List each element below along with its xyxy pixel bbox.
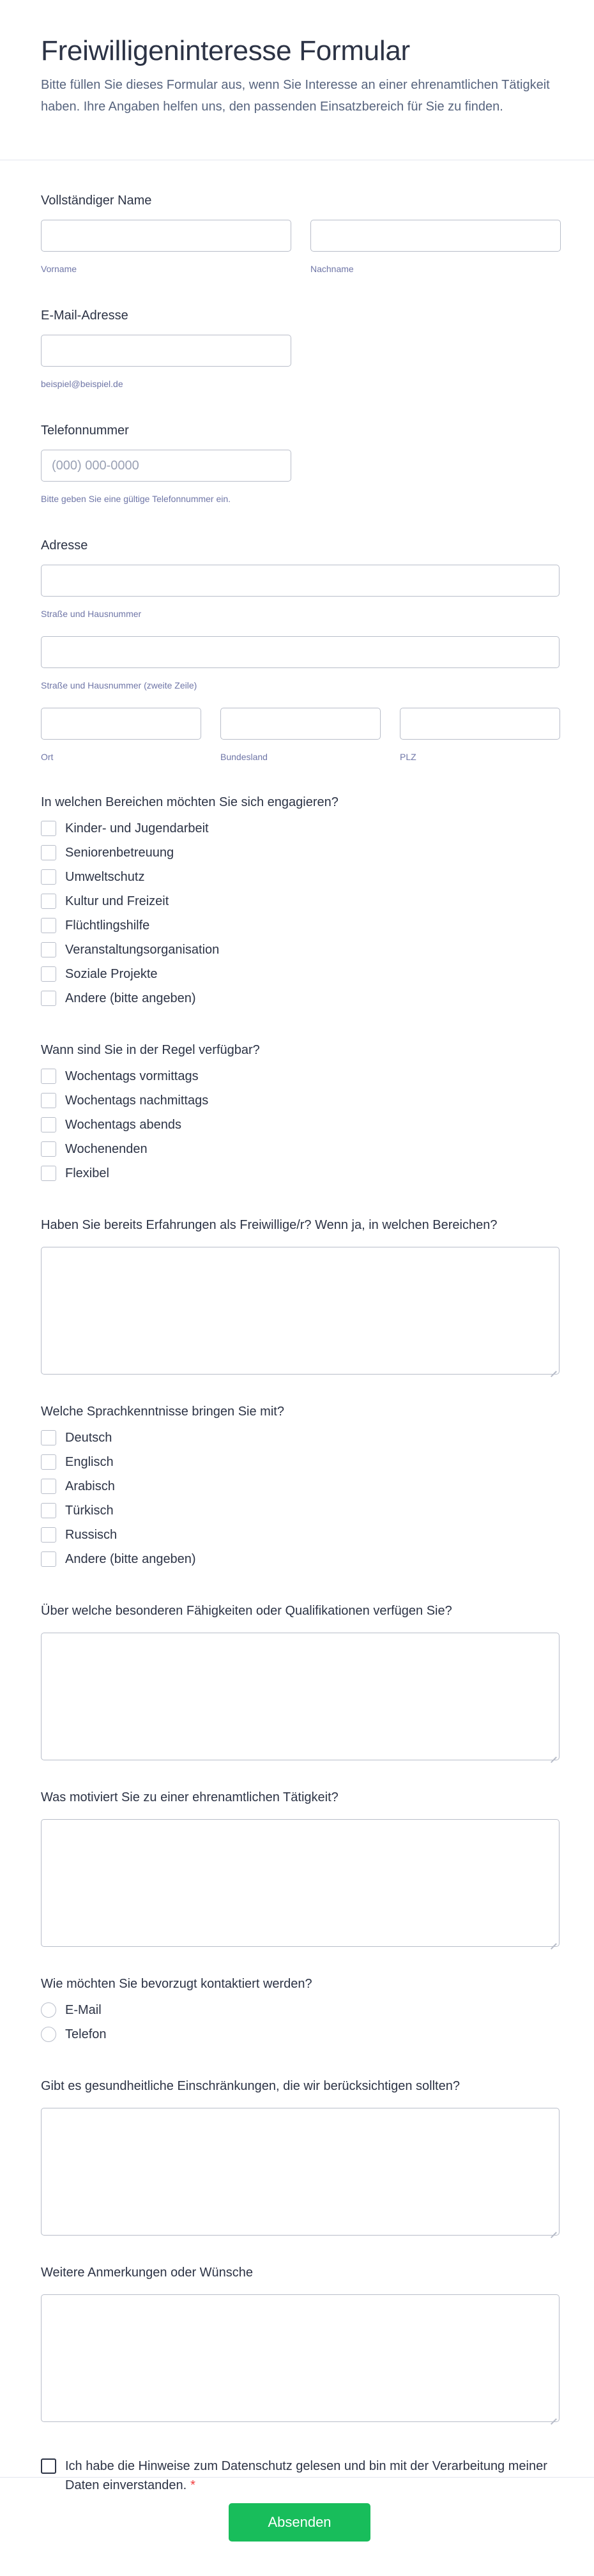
experience-field (41, 1185, 558, 1375)
languages-option[interactable]: Deutsch (41, 1426, 558, 1450)
checkbox[interactable] (41, 821, 56, 836)
contact-option-phone[interactable]: Telefon (41, 2022, 558, 2046)
last-name-input[interactable] (310, 220, 561, 252)
radio-button[interactable] (41, 2002, 56, 2018)
availability-option[interactable]: Wochentags abends (41, 1113, 558, 1137)
submit-button[interactable]: Absenden (229, 2503, 370, 2542)
languages-option[interactable]: Türkisch (41, 1498, 558, 1523)
full-name-label: Vollständiger Name (41, 194, 152, 208)
checkbox[interactable] (41, 1527, 56, 1543)
languages-option[interactable]: Arabisch (41, 1474, 558, 1498)
zip-sublabel: PLZ (400, 752, 416, 762)
checkbox[interactable] (41, 1069, 56, 1084)
street2-sublabel: Straße und Hausnummer (zweite Zeile) (41, 680, 197, 690)
phone-sublabel: Bitte geben Sie eine gültige Telefonnummer ein. (41, 494, 231, 504)
health-field (41, 2046, 558, 2236)
email-sublabel: beispiel@beispiel.de (41, 379, 123, 389)
checkbox[interactable] (41, 894, 56, 909)
motivation-field (41, 1760, 558, 1947)
city-input[interactable] (41, 708, 201, 740)
experience-textarea[interactable] (41, 1247, 560, 1375)
checkbox[interactable] (41, 1117, 56, 1132)
checkbox[interactable] (41, 869, 56, 885)
areas-option[interactable]: Flüchtlingshilfe (41, 913, 558, 938)
skills-textarea[interactable] (41, 1633, 560, 1760)
checkbox[interactable] (41, 845, 56, 860)
availability-field (41, 1010, 558, 1185)
street-sublabel: Straße und Hausnummer (41, 609, 142, 619)
motivation-label: Was motiviert Sie zu einer ehrenamtlichen Tätigkeit? (41, 1790, 339, 1804)
languages-option[interactable]: Englisch (41, 1450, 558, 1474)
areas-label: In welchen Bereichen möchten Sie sich engagieren? (41, 795, 339, 809)
checkbox[interactable] (41, 1454, 56, 1470)
remarks-label: Weitere Anmerkungen oder Wünsche (41, 2266, 254, 2280)
areas-option[interactable]: Soziale Projekte (41, 962, 558, 986)
skills-field (41, 1571, 558, 1760)
phone-input[interactable] (41, 450, 291, 482)
consent-text: Ich habe die Hinweise zum Datenschutz gelesen und bin mit der Verarbeitung meiner Daten einverstanden. (65, 2459, 547, 2492)
remarks-field (41, 2236, 558, 2422)
resize-grip-icon[interactable] (549, 2225, 556, 2232)
availability-option[interactable]: Wochentags vormittags (41, 1064, 558, 1088)
contact-label: Wie möchten Sie bevorzugt kontaktiert werden? (41, 1977, 312, 1991)
health-textarea[interactable] (41, 2108, 560, 2236)
languages-field (41, 1375, 558, 1571)
availability-option[interactable]: Flexibel (41, 1161, 558, 1185)
phone-label: Telefonnummer (41, 423, 129, 438)
checkbox[interactable] (41, 1479, 56, 1494)
checkbox[interactable] (41, 991, 56, 1006)
areas-option[interactable]: Umweltschutz (41, 865, 558, 889)
required-mark: * (190, 2478, 195, 2492)
form-title: Freiwilligeninteresse Formular (41, 35, 410, 66)
languages-option[interactable]: Andere (bitte angeben) (41, 1547, 558, 1571)
state-input[interactable] (220, 708, 381, 740)
availability-option[interactable]: Wochentags nachmittags (41, 1088, 558, 1113)
languages-label: Welche Sprachkenntnisse bringen Sie mit? (41, 1405, 284, 1419)
last-name-sublabel: Nachname (310, 264, 354, 274)
checkbox[interactable] (41, 1093, 56, 1108)
resize-grip-icon[interactable] (549, 2411, 556, 2419)
email-field (41, 275, 558, 390)
consent-checkbox[interactable] (41, 2458, 56, 2474)
areas-field (41, 763, 558, 1010)
availability-label: Wann sind Sie in der Regel verfügbar? (41, 1043, 260, 1057)
availability-option[interactable]: Wochenenden (41, 1137, 558, 1161)
checkbox[interactable] (41, 966, 56, 982)
first-name-input[interactable] (41, 220, 291, 252)
contact-field (41, 1947, 558, 2046)
languages-option[interactable]: Russisch (41, 1523, 558, 1547)
experience-label: Haben Sie bereits Erfahrungen als Freiwillige/r? Wenn ja, in welchen Bereichen? (41, 1218, 498, 1232)
checkbox[interactable] (41, 1503, 56, 1518)
checkbox[interactable] (41, 1430, 56, 1445)
zip-input[interactable] (400, 708, 560, 740)
form-body (0, 160, 594, 2495)
health-label: Gibt es gesundheitliche Einschränkungen, die wir berücksichtigen sollten? (41, 2079, 460, 2093)
areas-option[interactable]: Kinder- und Jugendarbeit (41, 816, 558, 841)
remarks-textarea[interactable] (41, 2294, 560, 2422)
motivation-textarea[interactable] (41, 1819, 560, 1947)
radio-button[interactable] (41, 2027, 56, 2042)
checkbox[interactable] (41, 942, 56, 957)
email-input[interactable] (41, 335, 291, 367)
form-description: Bitte füllen Sie dieses Formular aus, wenn Sie Interesse an einer ehrenamtlichen Tätigkeit haben. Ihre Angaben helfen uns, den passenden Einsatzbereich für Sie zu finden. (41, 78, 550, 114)
full-name-field (41, 160, 558, 275)
first-name-sublabel: Vorname (41, 264, 77, 274)
resize-grip-icon[interactable] (549, 1364, 556, 1371)
state-sublabel: Bundesland (220, 752, 268, 762)
resize-grip-icon[interactable] (549, 1749, 556, 1757)
areas-option[interactable]: Veranstaltungsorganisation (41, 938, 558, 962)
areas-option[interactable]: Andere (bitte angeben) (41, 986, 558, 1010)
street-input[interactable] (41, 565, 560, 597)
skills-label: Über welche besonderen Fähigkeiten oder Qualifikationen verfügen Sie? (41, 1604, 452, 1618)
resize-grip-icon[interactable] (549, 1936, 556, 1944)
email-label: E-Mail-Adresse (41, 309, 128, 323)
contact-option-email[interactable]: E-Mail (41, 1998, 558, 2022)
address-field (41, 505, 558, 763)
street2-input[interactable] (41, 636, 560, 668)
phone-field (41, 390, 558, 505)
city-sublabel: Ort (41, 752, 54, 762)
address-label: Adresse (41, 538, 88, 553)
checkbox[interactable] (41, 1166, 56, 1181)
form-header (0, 0, 594, 160)
checkbox[interactable] (41, 1551, 56, 1567)
checkbox[interactable] (41, 1141, 56, 1157)
checkbox[interactable] (41, 918, 56, 933)
areas-option[interactable]: Kultur und Freizeit (41, 889, 558, 913)
form-footer (0, 2477, 594, 2576)
areas-option[interactable]: Seniorenbetreuung (41, 841, 558, 865)
